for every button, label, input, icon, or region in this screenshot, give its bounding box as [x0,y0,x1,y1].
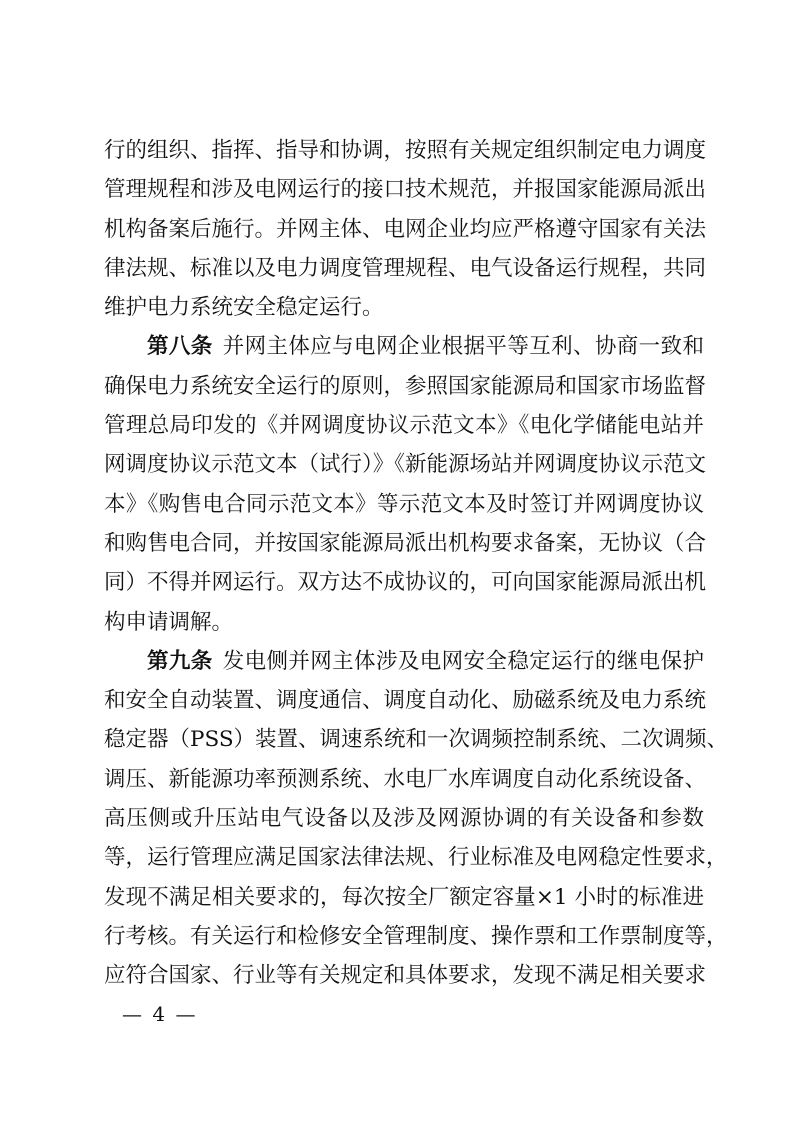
document-body [104,131,729,996]
article-8-text: 并网主体应与电网企业根据平等互利、协商一致和 [222,334,704,360]
paragraph-line: 维护电力系统安全稳定运行。 [104,295,384,321]
paragraph-line: 应符合国家、行业等有关规定和具体要求，发现不满足相关要求 [104,963,707,989]
paragraph-line: 管理总局印发的《并网调度协议示范文本》《电化学储能电站并 [104,413,704,439]
paragraph-line: 稳定器（PSS）装置、调速系统和一次调频控制系统、二次调频、 [104,727,729,753]
paragraph-line: 网调度协议示范文本（试行）》《新能源场站并网调度协议示范文 [104,452,707,478]
article-9-title: 第九条 [147,648,213,674]
paragraph-line: 构申请调解。 [104,609,234,635]
page-number: — 4 — [122,1002,198,1026]
paragraph-line: 管理规程和涉及电网运行的接口技术规范，并报国家能源局派出 [104,177,707,203]
paragraph-line: 确保电力系统安全运行的原则，参照国家能源局和国家市场监督 [104,373,707,399]
paragraph-line: 同）不得并网运行。双方达不成协议的，可向国家能源局派出机 [104,570,707,596]
paragraph-line: 高压侧或升压站电气设备以及涉及网源协调的有关设备和参数 [104,806,704,832]
paragraph-line: 行的组织、指挥、指导和协调，按照有关规定组织制定电力调度 [104,138,707,163]
article-8-first-line [104,327,704,366]
paragraph-line: 和安全自动装置、调度通信、调度自动化、励磁系统及电力系统 [104,688,707,714]
paragraph-line: 发现不满足相关要求的，每次按全厂额定容量×1 小时的标准进 [104,884,704,910]
paragraph-line: 本》《购售电合同示范文本》等示范文本及时签订并网调度协议 [104,491,704,517]
paragraph-line: 调压、新能源功率预测系统、水电厂水库调度自动化系统设备、 [104,766,707,792]
paragraph-line: 机构备案后施行。并网主体、电网企业均应严格遵守国家有关法 [104,216,707,242]
paragraph-line: 行考核。有关运行和检修安全管理制度、操作票和工作票制度等， [104,923,728,949]
article-9-first-line [104,642,704,681]
article-8-title: 第八条 [147,334,213,360]
paragraph-line: 律法规、标准以及电力调度管理规程、电气设备运行规程，共同 [104,255,707,281]
article-9-text: 发电侧并网主体涉及电网安全稳定运行的继电保护 [222,648,704,674]
paragraph-line: 等，运行管理应满足国家法律法规、行业标准及电网稳定性要求， [104,845,728,871]
paragraph-line: 和购售电合同，并按国家能源局派出机构要求备案，无协议（合 [104,530,707,556]
